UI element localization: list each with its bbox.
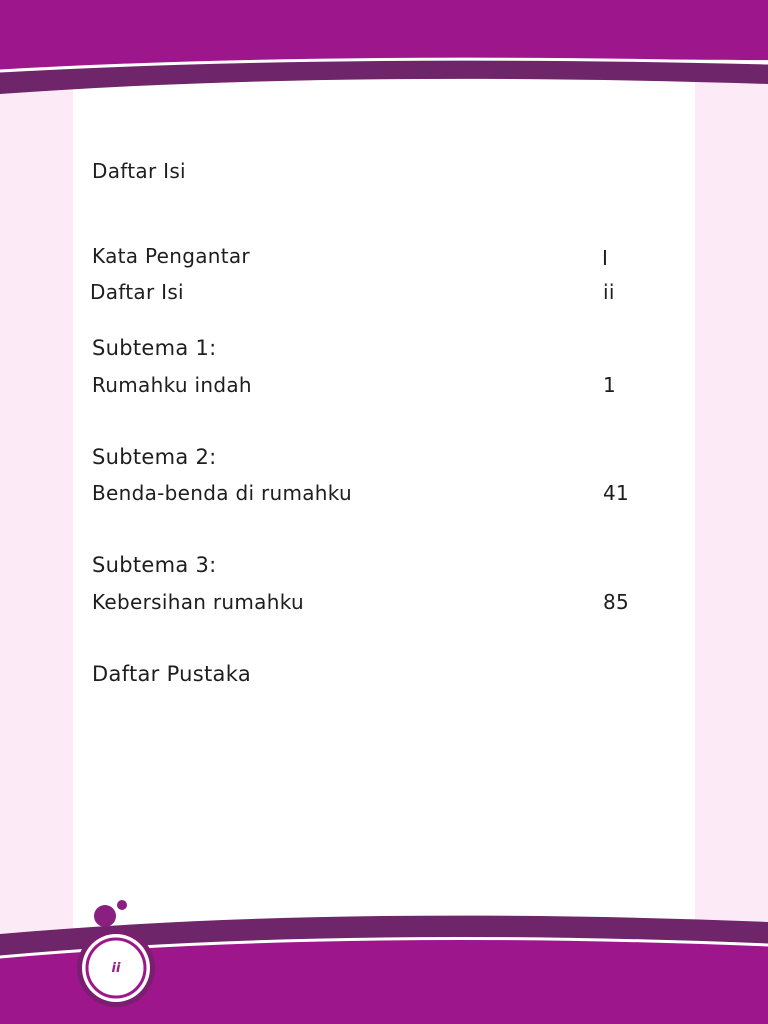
decorative-dot-large	[94, 905, 116, 927]
toc-page-daftar-isi: ii	[603, 280, 615, 304]
decorative-dot-small	[117, 900, 127, 910]
toc-heading-subtema-2: Subtema 2:	[92, 445, 217, 469]
toc-page-kebersihan: 85	[603, 590, 630, 614]
toc-entry-kata-pengantar: Kata Pengantar	[92, 244, 250, 268]
toc-entry-rumahku-indah: Rumahku indah	[92, 373, 252, 397]
toc-entry-daftar-isi: Daftar Isi	[90, 280, 184, 304]
toc-page-rumahku-indah: 1	[603, 373, 617, 397]
toc-entry-benda-benda: Benda-benda di rumahku	[92, 481, 353, 505]
page-number: ii	[111, 961, 121, 976]
toc-heading-subtema-3: Subtema 3:	[92, 553, 217, 577]
content-panel	[73, 60, 695, 960]
toc-page-kata-pengantar: I	[602, 246, 609, 270]
toc-page-benda-benda: 41	[603, 481, 630, 505]
page-title: Daftar Isi	[92, 159, 186, 183]
toc-entry-kebersihan: Kebersihan rumahku	[92, 590, 304, 614]
toc-entry-daftar-pustaka: Daftar Pustaka	[92, 662, 251, 686]
toc-heading-subtema-1: Subtema 1:	[92, 336, 217, 360]
